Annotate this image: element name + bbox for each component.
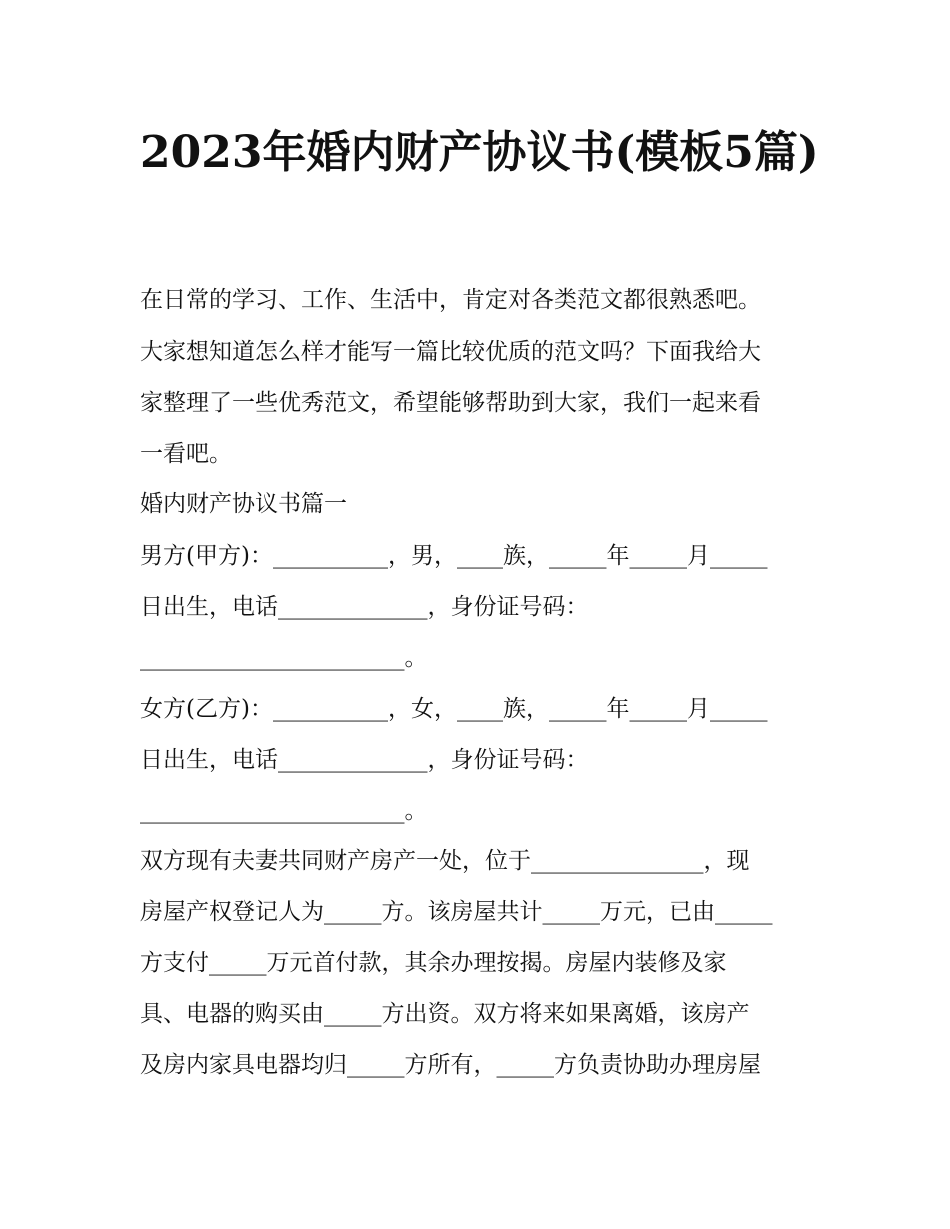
document-title: 2023年婚内财产协议书(模板5篇) [140,127,819,178]
intro-line-4: 一看吧。 [140,441,232,467]
wife-info-line-1: 女方(乙方)：__________，女，____族，_____年_____月_____ [140,696,768,722]
property-line-2: 房屋产权登记人为_____方。该房屋共计_____万元，已由_____ [140,899,773,925]
intro-line-2: 大家想知道怎么样才能写一篇比较优质的范文吗？下面我给大 [140,339,761,365]
intro-line-1: 在日常的学习、工作、生活中，肯定对各类范文都很熟悉吧。 [140,287,761,313]
husband-info-line-3: _______________________。 [140,645,428,671]
intro-line-3: 家整理了一些优秀范文，希望能够帮助到大家，我们一起来看 [140,390,761,416]
wife-info-line-3: _______________________。 [140,798,428,824]
husband-info-line-1: 男方(甲方)：__________，男，____族，_____年_____月_____ [140,543,768,569]
wife-info-line-2: 日出生，电话_____________，身份证号码： [140,747,589,773]
section-heading: 婚内财产协议书篇一 [140,491,347,517]
property-line-1: 双方现有夫妻共同财产房产一处，位于_______________，现 [140,848,750,874]
property-line-4: 具、电器的购买由_____方出资。双方将来如果离婚，该房产 [140,1001,750,1027]
husband-info-line-2: 日出生，电话_____________，身份证号码： [140,594,589,620]
property-line-5: 及房内家具电器均归_____方所有，_____方负责协助办理房屋 [140,1052,761,1078]
property-line-3: 方支付_____万元首付款，其余办理按揭。房屋内装修及家 [140,950,727,976]
